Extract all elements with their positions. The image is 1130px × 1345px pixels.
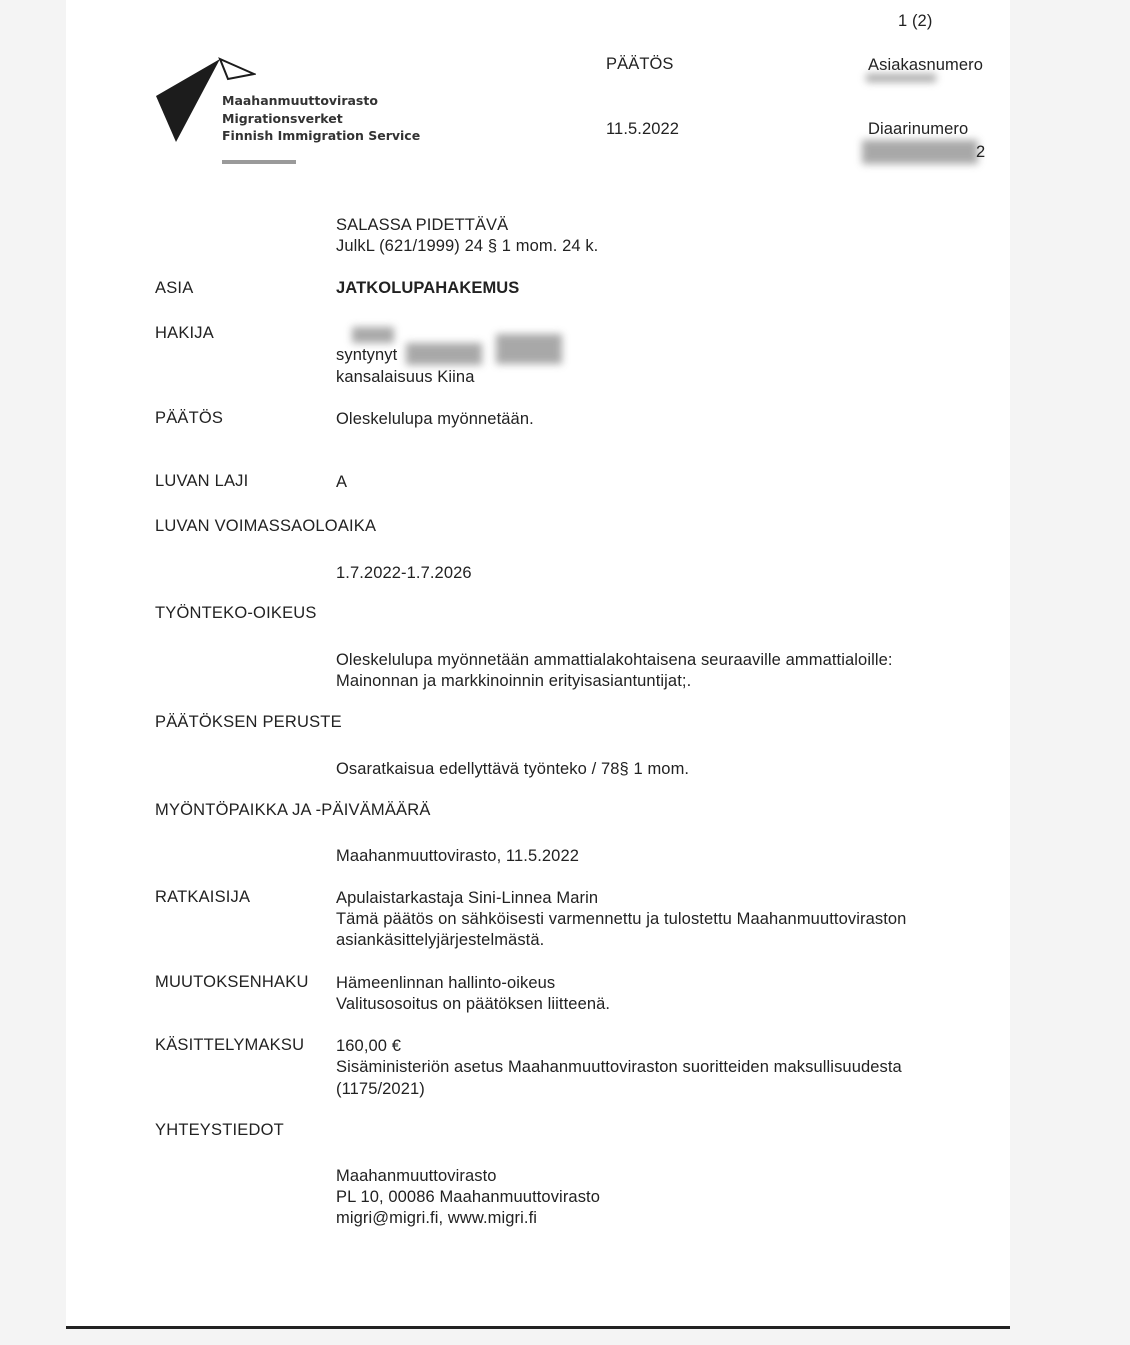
hakija-label: HAKIJA bbox=[155, 324, 214, 342]
tyonteko-line2: Mainonnan ja markkinoinnin erityisasiantuntijat;. bbox=[336, 672, 692, 690]
record-number-label: Diaarinumero bbox=[868, 120, 969, 138]
peruste-value: Osaratkaisua edellyttävä työnteko / 78§ 1 mom. bbox=[336, 760, 690, 778]
yhteystiedot-label: YHTEYSTIEDOT bbox=[155, 1121, 284, 1139]
customer-number-label: Asiakasnumero bbox=[868, 56, 984, 74]
tyonteko-label: TYÖNTEKO-OIKEUS bbox=[155, 604, 317, 622]
confidential-law: JulkL (621/1999) 24 § 1 mom. 24 k. bbox=[336, 237, 599, 255]
peruste-label: PÄÄTÖKSEN PERUSTE bbox=[155, 713, 342, 731]
myontopaikka-label: MYÖNTÖPAIKKA JA -PÄIVÄMÄÄRÄ bbox=[155, 801, 431, 819]
logo-line-en: Finnish Immigration Service bbox=[222, 128, 421, 143]
maksu-line2: Sisäministeriön asetus Maahanmuuttoviraston suoritteiden maksullisuudesta bbox=[336, 1058, 902, 1076]
doc-date: 11.5.2022 bbox=[606, 120, 680, 138]
muutoksenhaku-line2: Valitusosoitus on päätöksen liitteenä. bbox=[336, 995, 611, 1013]
redacted-record-number bbox=[862, 140, 978, 164]
ratkaisija-line3: asiankäsittelyjärjestelmästä. bbox=[336, 931, 545, 949]
hakija-citizenship: kansalaisuus Kiina bbox=[336, 368, 475, 386]
maksu-label: KÄSITTELYMAKSU bbox=[155, 1036, 305, 1054]
ratkaisija-label: RATKAISIJA bbox=[155, 888, 251, 906]
page-number: 1 (2) bbox=[898, 12, 933, 30]
document-page bbox=[66, 0, 1010, 1329]
yhteystiedot-line2: PL 10, 00086 Maahanmuuttovirasto bbox=[336, 1188, 601, 1206]
maksu-line3: (1175/2021) bbox=[336, 1080, 425, 1098]
logo-text bbox=[222, 92, 420, 145]
yhteystiedot-line1: Maahanmuuttovirasto bbox=[336, 1167, 497, 1185]
ratkaisija-line1: Apulaistarkastaja Sini-Linnea Marin bbox=[336, 889, 599, 907]
logo-underline bbox=[222, 160, 296, 164]
voimassaolo-value: 1.7.2022-1.7.2026 bbox=[336, 564, 472, 582]
asia-label: ASIA bbox=[155, 279, 194, 297]
redacted-customer-number bbox=[866, 74, 936, 82]
paatos-value: Oleskelulupa myönnetään. bbox=[336, 410, 534, 428]
voimassaolo-label: LUVAN VOIMASSAOLOAIKA bbox=[155, 517, 377, 535]
redacted-birth-place bbox=[496, 334, 562, 364]
maksu-line1: 160,00 € bbox=[336, 1037, 402, 1055]
tyonteko-line1: Oleskelulupa myönnetään ammattialakohtaisena seuraaville ammattialoille: bbox=[336, 651, 893, 669]
yhteystiedot-line3: migri@migri.fi, www.migri.fi bbox=[336, 1209, 538, 1227]
logo-line-sv: Migrationsverket bbox=[222, 110, 343, 126]
logo-line-fi: Maahanmuuttovirasto bbox=[222, 93, 378, 108]
redacted-birth-date bbox=[406, 343, 482, 365]
asia-value: JATKOLUPAHAKEMUS bbox=[336, 279, 520, 297]
muutoksenhaku-label: MUUTOKSENHAKU bbox=[155, 973, 309, 991]
ratkaisija-line2: Tämä päätös on sähköisesti varmennettu ja tulostettu Maahanmuuttoviraston bbox=[336, 910, 907, 928]
confidential-title: SALASSA PIDETTÄVÄ bbox=[336, 216, 509, 234]
record-number-tail: 2 bbox=[976, 143, 986, 161]
hakija-born: syntynyt bbox=[336, 346, 398, 364]
myontopaikka-value: Maahanmuuttovirasto, 11.5.2022 bbox=[336, 847, 580, 865]
paatos-label: PÄÄTÖS bbox=[155, 409, 224, 427]
redacted-applicant-name bbox=[352, 327, 394, 343]
muutoksenhaku-line1: Hämeenlinnan hallinto-oikeus bbox=[336, 974, 556, 992]
luvan-laji-label: LUVAN LAJI bbox=[155, 472, 249, 490]
doc-type: PÄÄTÖS bbox=[606, 55, 674, 73]
luvan-laji-value: A bbox=[336, 473, 348, 491]
